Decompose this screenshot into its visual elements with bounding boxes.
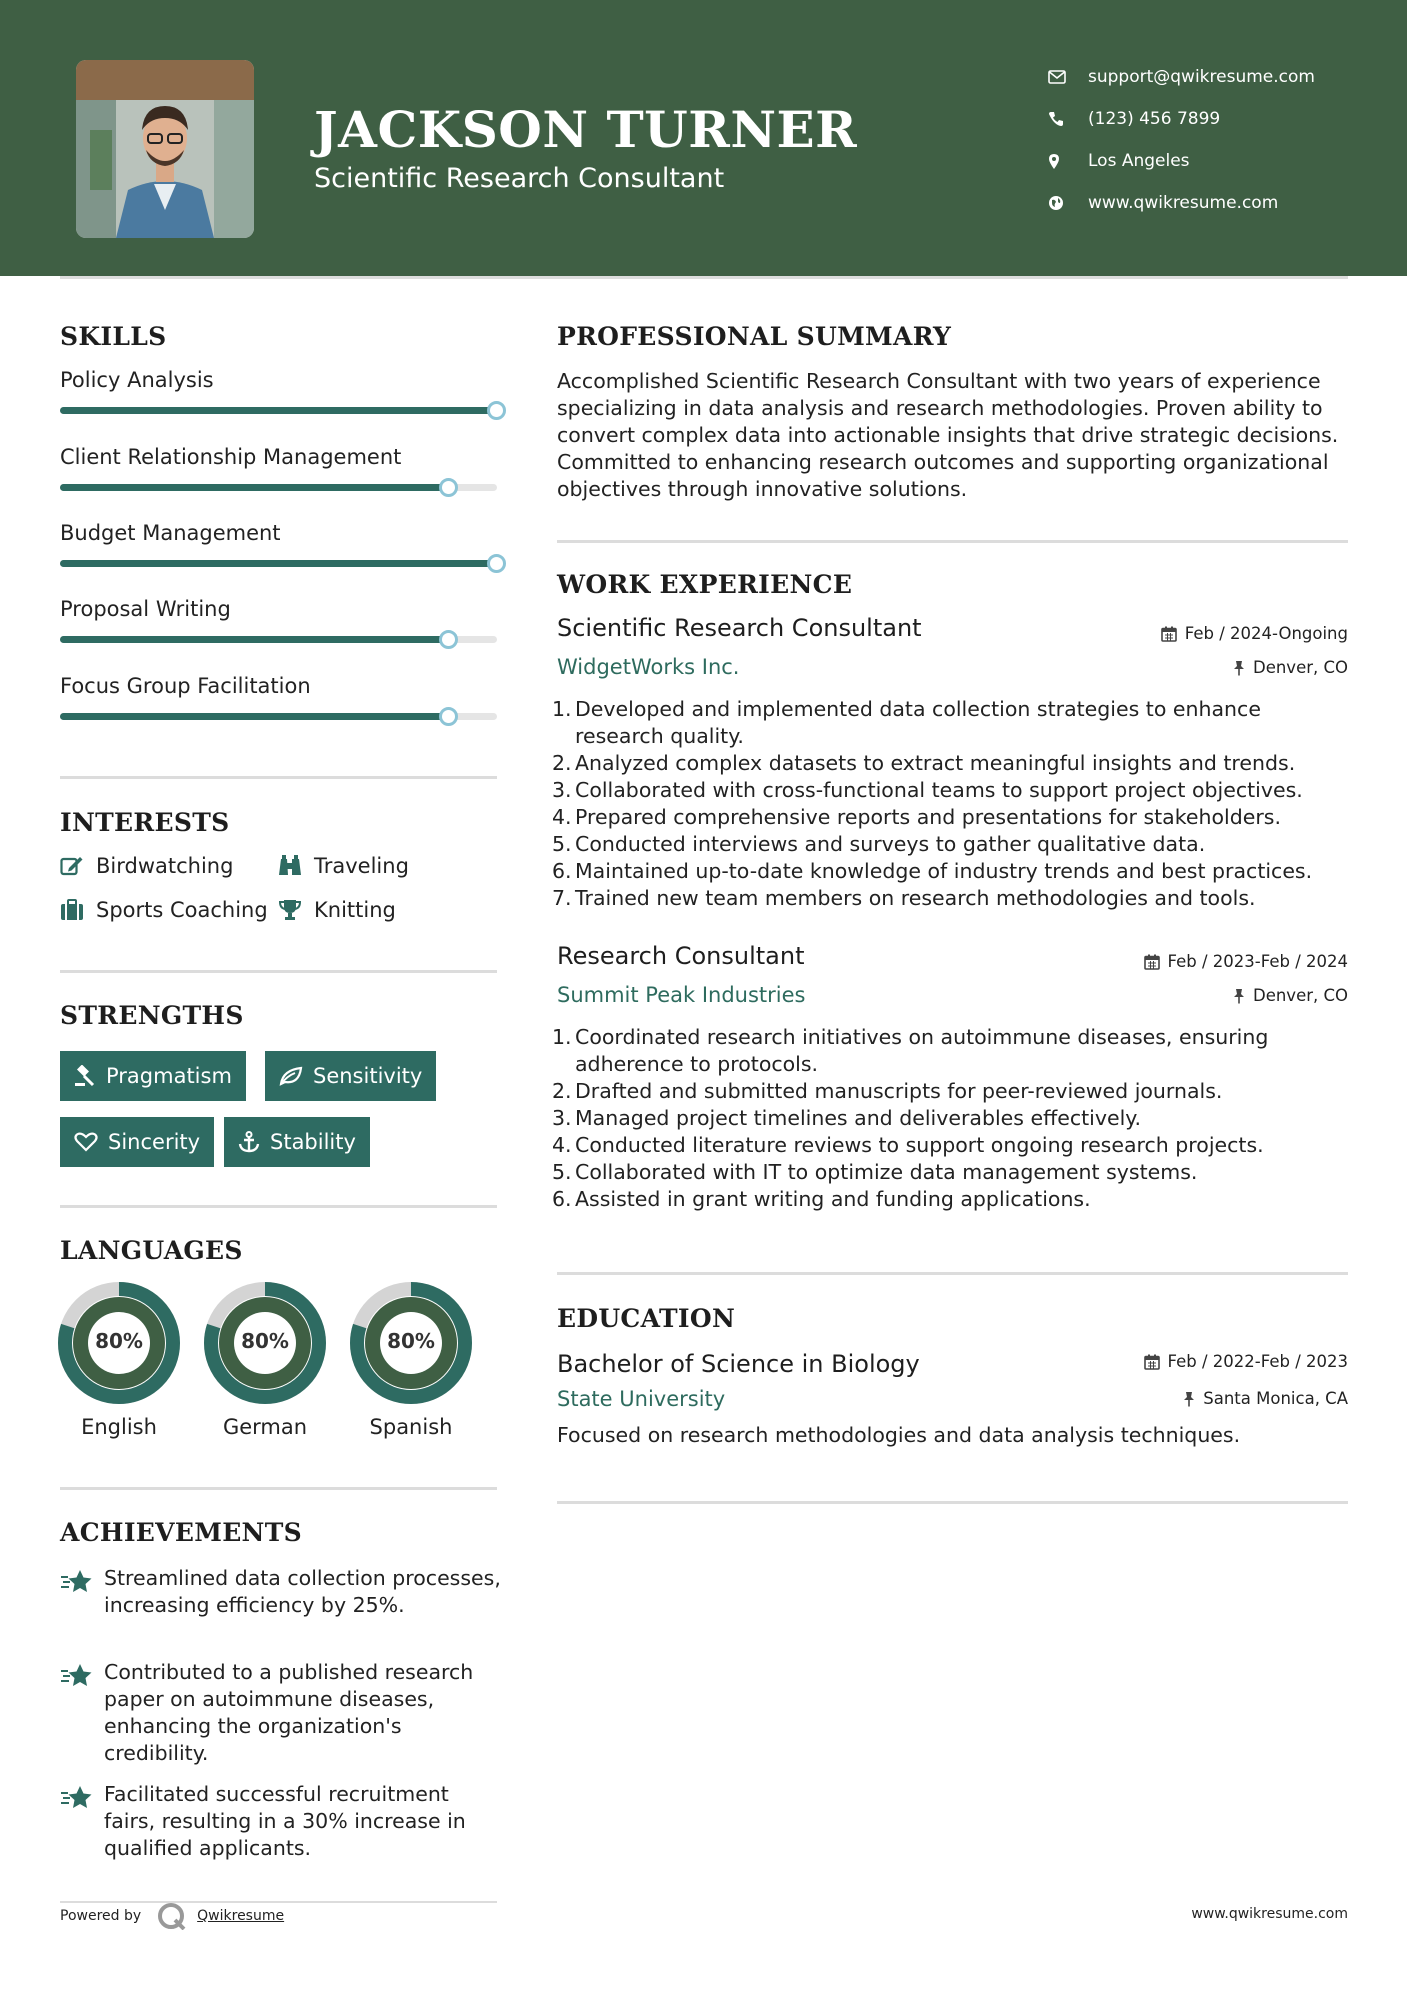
achievement-text: Contributed to a published research paper on autoimmune diseases, enhancing the organization's credibility.: [104, 1660, 474, 1765]
achievement-item: [60, 1781, 497, 1861]
skill-bar-track: [60, 484, 497, 491]
pushpin-icon: [1183, 1391, 1195, 1407]
job-location-text: Denver, CO: [1252, 986, 1348, 1005]
phone-icon: [1048, 111, 1088, 127]
skill-name: Focus Group Facilitation: [60, 674, 311, 698]
shooting-star-icon: [60, 1785, 94, 1811]
candidate-name: JACKSON TURNER: [314, 100, 858, 159]
gavel-icon: [74, 1065, 96, 1087]
language-item: [350, 1282, 472, 1439]
school-name: State University: [557, 1387, 726, 1411]
job-bullet-text: Collaborated with IT to optimize data management systems.: [575, 1160, 1198, 1184]
section-divider: [557, 540, 1348, 543]
section-divider: [60, 776, 497, 779]
skill-bar-knob: [439, 630, 458, 649]
language-item: [58, 1282, 180, 1439]
skill-item: [60, 368, 497, 444]
company-name: WidgetWorks Inc.: [557, 655, 740, 679]
job-bullet: 2. Analyzed complex datasets to extract meaningful insights and trends.: [552, 751, 1296, 775]
job-bullet: 5. Conducted interviews and surveys to gather qualitative data.: [552, 832, 1206, 856]
contact-phone-text: (123) 456 7899: [1088, 109, 1221, 129]
job-bullet: 7. Trained new team members on research methodologies and tools.: [552, 886, 1256, 910]
achievement-item: [60, 1565, 501, 1645]
skill-bar-fill: [60, 407, 497, 414]
skill-bar-knob: [439, 478, 458, 497]
language-percent: 80%: [241, 1329, 289, 1353]
summary-text: Accomplished Scientific Research Consultant with two years of experience specializing in data analysis and research methodologies. Proven ability to convert complex data into actionable insights that drive strategic decisions. Committed to enhancing research outcomes and supporting organizational objectives through innovative solutions.: [557, 369, 1339, 501]
skill-bar-fill: [60, 560, 497, 567]
job-bullet-text: Conducted literature reviews to support ongoing research projects.: [575, 1133, 1264, 1157]
job-dates: [1161, 624, 1348, 643]
education-dates: [1144, 1352, 1348, 1371]
skill-item: [60, 445, 497, 521]
job-bullet-text: Assisted in grant writing and funding applications.: [575, 1187, 1091, 1211]
contact-phone[interactable]: [1048, 98, 1315, 140]
strength-label: Stability: [270, 1130, 356, 1154]
job-bullet-text: Developed and implemented data collection strategies to enhance research quality.: [575, 697, 1261, 748]
strength-label: Sensitivity: [313, 1064, 423, 1088]
education-location-text: Santa Monica, CA: [1203, 1389, 1348, 1408]
pushpin-icon: [1233, 660, 1245, 676]
skill-bar-fill: [60, 636, 449, 643]
achievement-text: Streamlined data collection processes, increasing efficiency by 25%.: [104, 1566, 501, 1617]
interest-item: [60, 854, 233, 878]
contact-list: [1048, 56, 1315, 224]
calendar-icon: [1161, 626, 1177, 642]
job-bullet-text: Conducted interviews and surveys to gather qualitative data.: [575, 832, 1206, 856]
strength-tag: [60, 1051, 246, 1101]
job-bullet: 6. Assisted in grant writing and funding applications.: [552, 1187, 1091, 1211]
briefcase-icon: [60, 899, 84, 921]
language-name: Spanish: [369, 1415, 453, 1439]
job-bullet-text: Maintained up-to-date knowledge of industry trends and best practices.: [575, 859, 1313, 883]
achievements-title: ACHIEVEMENTS: [60, 1518, 302, 1547]
strength-label: Pragmatism: [106, 1064, 232, 1088]
skill-name: Policy Analysis: [60, 368, 214, 392]
qwikresume-logo-icon: [157, 1902, 187, 1930]
job-bullet-text: Analyzed complex datasets to extract meaningful insights and trends.: [575, 751, 1296, 775]
skill-bar-fill: [60, 713, 449, 720]
pushpin-icon: [1233, 988, 1245, 1004]
shooting-star-icon: [60, 1569, 94, 1595]
job-bullet: 1. Coordinated research initiatives on autoimmune diseases, ensuring adherence to protocols.: [552, 1024, 1352, 1078]
interest-label: Birdwatching: [96, 854, 234, 878]
section-divider: [557, 1272, 1348, 1275]
job-location: [1233, 986, 1348, 1005]
job-bullet-text: Managed project timelines and deliverables effectively.: [575, 1106, 1142, 1130]
skill-item: [60, 674, 497, 750]
strength-tag: [60, 1117, 214, 1167]
strengths-title: STRENGTHS: [60, 1001, 244, 1030]
language-name: English: [81, 1415, 157, 1439]
job-bullet-text: Trained new team members on research methodologies and tools.: [575, 886, 1256, 910]
job-bullet: 6. Maintained up-to-date knowledge of industry trends and best practices.: [552, 859, 1313, 883]
calendar-icon: [1144, 1354, 1160, 1370]
interest-label: Traveling: [314, 854, 409, 878]
language-name: German: [222, 1415, 308, 1439]
language-percent: 80%: [95, 1329, 143, 1353]
job-title: Scientific Research Consultant: [557, 614, 922, 642]
education-location: [1183, 1389, 1348, 1408]
contact-email[interactable]: [1048, 56, 1315, 98]
skill-bar-track: [60, 560, 497, 567]
company-name: Summit Peak Industries: [557, 983, 806, 1007]
languages-title: LANGUAGES: [60, 1236, 243, 1265]
degree-title: Bachelor of Science in Biology: [557, 1350, 920, 1378]
experience-title: WORK EXPERIENCE: [557, 570, 853, 599]
language-item: [204, 1282, 326, 1439]
contact-location: [1048, 140, 1315, 182]
edit-icon: [60, 855, 84, 877]
job-title: Research Consultant: [557, 942, 805, 970]
calendar-icon: [1144, 954, 1160, 970]
skill-bar-track: [60, 713, 497, 720]
job-bullets: [552, 1024, 1352, 1213]
interest-item: [278, 854, 409, 878]
strength-tag: [224, 1117, 370, 1167]
profile-photo: [76, 60, 254, 238]
skill-name: Budget Management: [60, 521, 281, 545]
job-bullet: 1. Developed and implemented data collection strategies to enhance research quality.: [552, 696, 1352, 750]
job-bullet: 4. Conducted literature reviews to support ongoing research projects.: [552, 1133, 1264, 1157]
job-dates-text: Feb / 2024-Ongoing: [1184, 624, 1348, 643]
section-divider: [557, 1501, 1348, 1504]
job-bullet-text: Coordinated research initiatives on autoimmune diseases, ensuring adherence to protocols.: [575, 1025, 1269, 1076]
globe-icon: [1048, 195, 1088, 211]
interest-label: Sports Coaching: [96, 898, 268, 922]
language-percent: 80%: [387, 1329, 435, 1353]
job-dates: [1144, 952, 1348, 971]
summary-title: PROFESSIONAL SUMMARY: [557, 322, 952, 351]
job-bullet: 2. Drafted and submitted manuscripts for peer-reviewed journals.: [552, 1079, 1223, 1103]
footer-website[interactable]: www.qwikresume.com: [1191, 1906, 1348, 1922]
contact-website[interactable]: [1048, 182, 1315, 224]
skill-item: [60, 597, 497, 673]
heart-icon: [74, 1132, 98, 1152]
interest-label: Knitting: [314, 898, 396, 922]
map-pin-icon: [1048, 153, 1088, 170]
skill-name: Proposal Writing: [60, 597, 231, 621]
achievement-text: Facilitated successful recruitment fairs, resulting in a 30% increase in qualified applicants.: [104, 1782, 466, 1860]
section-divider: [60, 1205, 497, 1208]
job-dates-text: Feb / 2023-Feb / 2024: [1167, 952, 1348, 971]
skill-bar-fill: [60, 484, 449, 491]
skill-bar-track: [60, 636, 497, 643]
envelope-icon: [1048, 70, 1088, 84]
brand-link[interactable]: Qwikresume: [197, 1908, 285, 1924]
skill-item: [60, 521, 497, 597]
interest-item: [278, 898, 396, 922]
achievement-item: [60, 1659, 497, 1767]
candidate-role: Scientific Research Consultant: [314, 163, 725, 194]
interests-title: INTERESTS: [60, 808, 230, 837]
education-dates-text: Feb / 2022-Feb / 2023: [1167, 1352, 1348, 1371]
skill-bar-track: [60, 407, 497, 414]
skill-bar-knob: [439, 707, 458, 726]
job-bullet: 3. Collaborated with cross-functional teams to support project objectives.: [552, 778, 1303, 802]
header-divider: [60, 276, 1348, 279]
job-bullet-text: Collaborated with cross-functional teams to support project objectives.: [575, 778, 1303, 802]
strength-tag: [265, 1051, 436, 1101]
section-divider: [60, 1487, 497, 1490]
job-bullet-text: Prepared comprehensive reports and presentations for stakeholders.: [575, 805, 1281, 829]
shooting-star-icon: [60, 1663, 94, 1689]
job-bullets: [552, 696, 1352, 912]
skill-bar-knob: [487, 554, 506, 573]
trophy-icon: [278, 899, 302, 921]
job-bullet-text: Drafted and submitted manuscripts for peer-reviewed journals.: [575, 1079, 1223, 1103]
section-divider: [60, 970, 497, 973]
anchor-icon: [238, 1131, 260, 1153]
skill-bar-knob: [487, 401, 506, 420]
contact-location-text: Los Angeles: [1088, 151, 1190, 171]
education-title: EDUCATION: [557, 1304, 736, 1333]
strength-label: Sincerity: [108, 1130, 201, 1154]
contact-website-text: www.qwikresume.com: [1088, 193, 1279, 213]
header-banner: [0, 0, 1407, 276]
binoculars-icon: [278, 855, 302, 877]
footer-powered-by: [60, 1902, 284, 1930]
education-description: Focused on research methodologies and data analysis techniques.: [557, 1423, 1241, 1447]
contact-email-text: support@qwikresume.com: [1088, 67, 1315, 87]
job-bullet: 4. Prepared comprehensive reports and presentations for stakeholders.: [552, 805, 1281, 829]
job-location-text: Denver, CO: [1252, 658, 1348, 677]
leaf-icon: [279, 1066, 303, 1086]
powered-by-text: Powered by: [60, 1908, 142, 1924]
skill-name: Client Relationship Management: [60, 445, 402, 469]
skills-title: SKILLS: [60, 322, 167, 351]
job-bullet: 3. Managed project timelines and deliverables effectively.: [552, 1106, 1142, 1130]
job-location: [1233, 658, 1348, 677]
job-bullet: 5. Collaborated with IT to optimize data management systems.: [552, 1160, 1198, 1184]
interest-item: [60, 898, 268, 922]
